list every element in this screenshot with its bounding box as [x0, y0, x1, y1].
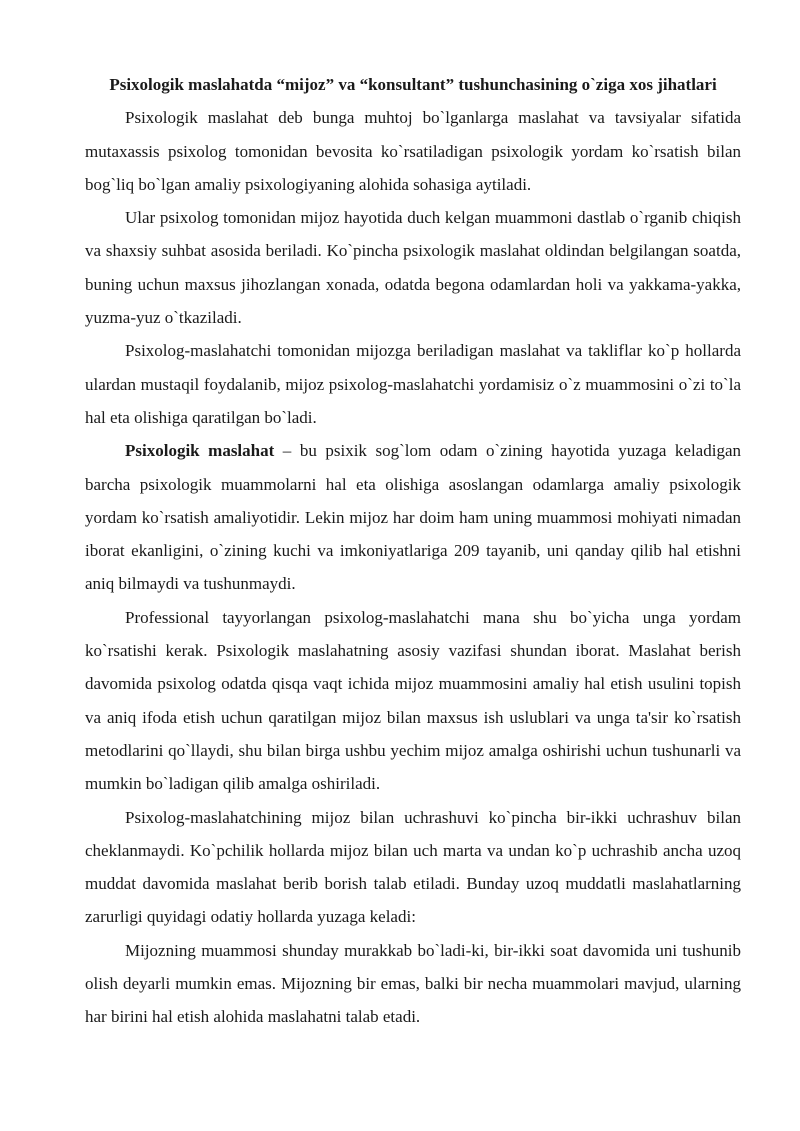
- paragraph-text: Professional tayyorlangan psixolog-maslahatchi mana shu bo`yicha unga yordam ko`rsatishi kerak. Psixologik maslahatning asosiy vazifasi shundan iborat. Maslahat berish davomida psixolog odatda qisqa vaqt ichida mijoz muammosini amaliy hal etish usulini topish va aniq ifoda etish uchun qaratilgan mijoz bilan maxsus ish uslublari va unga ta'sir ko`rsatish metodlarini qo`llaydi, shu bilan birga ushbu yechim mijoz amalga oshirishi uchun tushunarli va mumkin bo`ladigan qilib amalga oshiriladi.: [85, 607, 741, 794]
- definition-term: Psixologik maslahat: [125, 441, 275, 461]
- paragraph-text: Psixolog-maslahatchining mijoz bilan uchrashuvi ko`pincha bir-ikki uchrashuv bilan cheklanmaydi. Ko`pchilik hollarda mijoz bilan uch marta va undan ko`p uchrashib ancha uzoq muddat davomida maslahat berib borish talab etiladi. Bunday uzoq muddatli maslahatlarning zarurligi quyidagi odatiy hollarda yuzaga keladi:: [85, 807, 741, 927]
- paragraph-text: – bu psixik sog`lom odam o`zining hayotida yuzaga keladigan barcha psixologik muammolarni hal eta olishiga asoslangan odamlarga amaliy psixologik yordam ko`rsatish amaliyotidir. Lekin mijoz har doim ham uning muammosi mohiyati nimadan iborat ekanligini, o`zining kuchi va imkoniyatlariga 209 tayanib, uni qanday qilib hal etishni aniq bilmaydi va tushunmaydi.: [85, 441, 741, 594]
- paragraph-5: [85, 601, 741, 801]
- document-title: Psixologik maslahatda “mijoz” va “konsultant” tushunchasining o`ziga xos jihatlari: [109, 75, 717, 94]
- paragraph-text: Ular psixolog tomonidan mijoz hayotida duch kelgan muammoni dastlab o`rganib chiqish va shaxsiy suhbat asosida beriladi. Ko`pincha psixologik maslahat oldindan belgilangan soatda, buning uchun maxsus jihozlangan xonada, odatda begona odamlardan holi va yakkama-yakka, yuzma-yuz o`tkaziladi.: [85, 208, 741, 328]
- paragraph-3: [85, 334, 741, 434]
- paragraph-text: Psixolog-maslahatchi tomonidan mijozga beriladigan maslahat va takliflar ko`p hollarda ulardan mustaqil foydalanib, mijoz psixolog-maslahatchi yordamisiz o`z muammosini o`zi to`la hal eta olishiga qaratilgan bo`ladi.: [85, 341, 741, 427]
- paragraph-4: [85, 434, 741, 600]
- paragraph-2: [85, 201, 741, 334]
- paragraph-text: Psixologik maslahat deb bunga muhtoj bo`lganlarga maslahat va tavsiyalar sifatida mutaxassis psixolog tomonidan bevosita ko`rsatiladigan psixologik yordam ko`rsatish bilan bog`liq bo`lgan amaliy psixologiyaning alohida sohasiga aytiladi.: [85, 108, 741, 194]
- document-page: [85, 68, 741, 1034]
- paragraph-1: [85, 101, 741, 201]
- paragraph-7: [85, 934, 741, 1034]
- paragraph-6: [85, 801, 741, 934]
- paragraph-text: Mijozning muammosi shunday murakkab bo`ladi-ki, bir-ikki soat davomida uni tushunib olish deyarli mumkin emas. Mijozning bir emas, balki bir necha muammolari mavjud, ularning har birini hal etish alohida maslahatni talab etadi.: [85, 940, 741, 1027]
